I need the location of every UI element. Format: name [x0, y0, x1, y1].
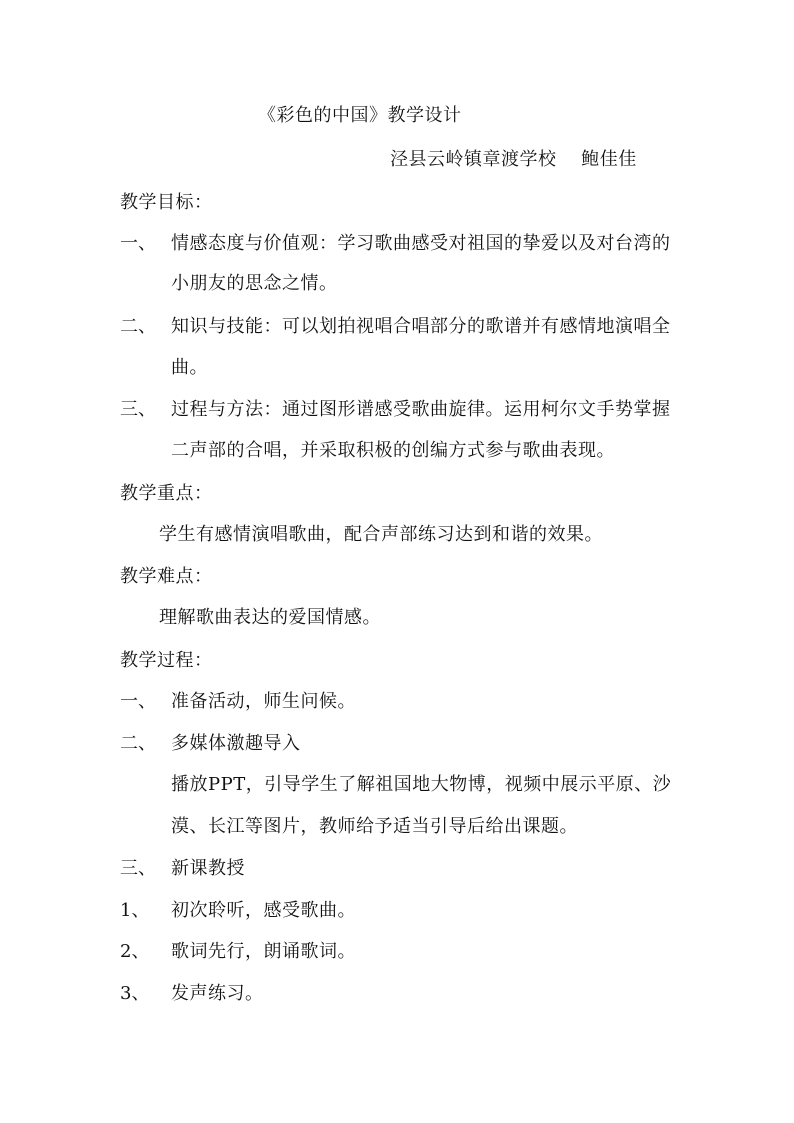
process-2-number: 二、 — [120, 733, 156, 754]
key-points-heading: 教学重点： — [120, 483, 213, 504]
process-1-number: 一、 — [120, 691, 156, 712]
substep-3-text: 发声练习。 — [171, 983, 264, 1004]
substep-3-number: 3、 — [120, 983, 150, 1004]
process-1-text: 准备活动，师生问候。 — [171, 691, 356, 712]
process-heading: 教学过程： — [120, 650, 213, 671]
process-3-text: 新课教授 — [171, 858, 245, 879]
objective-3-line2: 二声部的合唱，并采取积极的创编方式参与歌曲表现。 — [171, 440, 615, 461]
difficulties-text: 理解歌曲表达的爱国情感。 — [159, 607, 381, 628]
objective-2-line2: 曲。 — [171, 357, 208, 378]
process-2-text: 多媒体激趣导入 — [171, 733, 301, 754]
substep-2-number: 2、 — [120, 941, 150, 962]
difficulties-heading: 教学难点： — [120, 566, 213, 587]
document-author — [390, 148, 637, 172]
substep-1-number: 1、 — [120, 900, 150, 921]
objective-2-line1: 知识与技能：可以划拍视唱合唱部分的歌谱并有感情地演唱全 — [171, 316, 671, 337]
objective-2-number: 二、 — [120, 316, 156, 337]
objective-3-number: 三、 — [120, 399, 156, 420]
process-detail-line2: 漠、长江等图片，教师给予适当引导后给出课题。 — [171, 816, 578, 837]
process-3-number: 三、 — [120, 858, 156, 879]
substep-2-text: 歌词先行，朗诵歌词。 — [171, 941, 356, 962]
objectives-heading: 教学目标： — [120, 192, 213, 213]
document-title: 《彩色的中国》教学设计 — [258, 105, 462, 126]
objective-1-line1: 情感态度与价值观：学习歌曲感受对祖国的挚爱以及对台湾的 — [171, 233, 671, 254]
author-line: 泾县云岭镇章渡学校 鲍佳佳 — [390, 149, 637, 170]
process-detail-line1: 播放PPT，引导学生了解祖国地大物博，视频中展示平原、沙 — [171, 774, 672, 795]
substep-1-text: 初次聆听，感受歌曲。 — [171, 900, 356, 921]
objective-1-line2: 小朋友的思念之情。 — [171, 273, 338, 294]
objective-1-number: 一、 — [120, 233, 156, 254]
key-points-text: 学生有感情演唱歌曲，配合声部练习达到和谐的效果。 — [159, 524, 603, 545]
objective-3-line1: 过程与方法：通过图形谱感受歌曲旋律。运用柯尔文手势掌握 — [171, 399, 671, 420]
